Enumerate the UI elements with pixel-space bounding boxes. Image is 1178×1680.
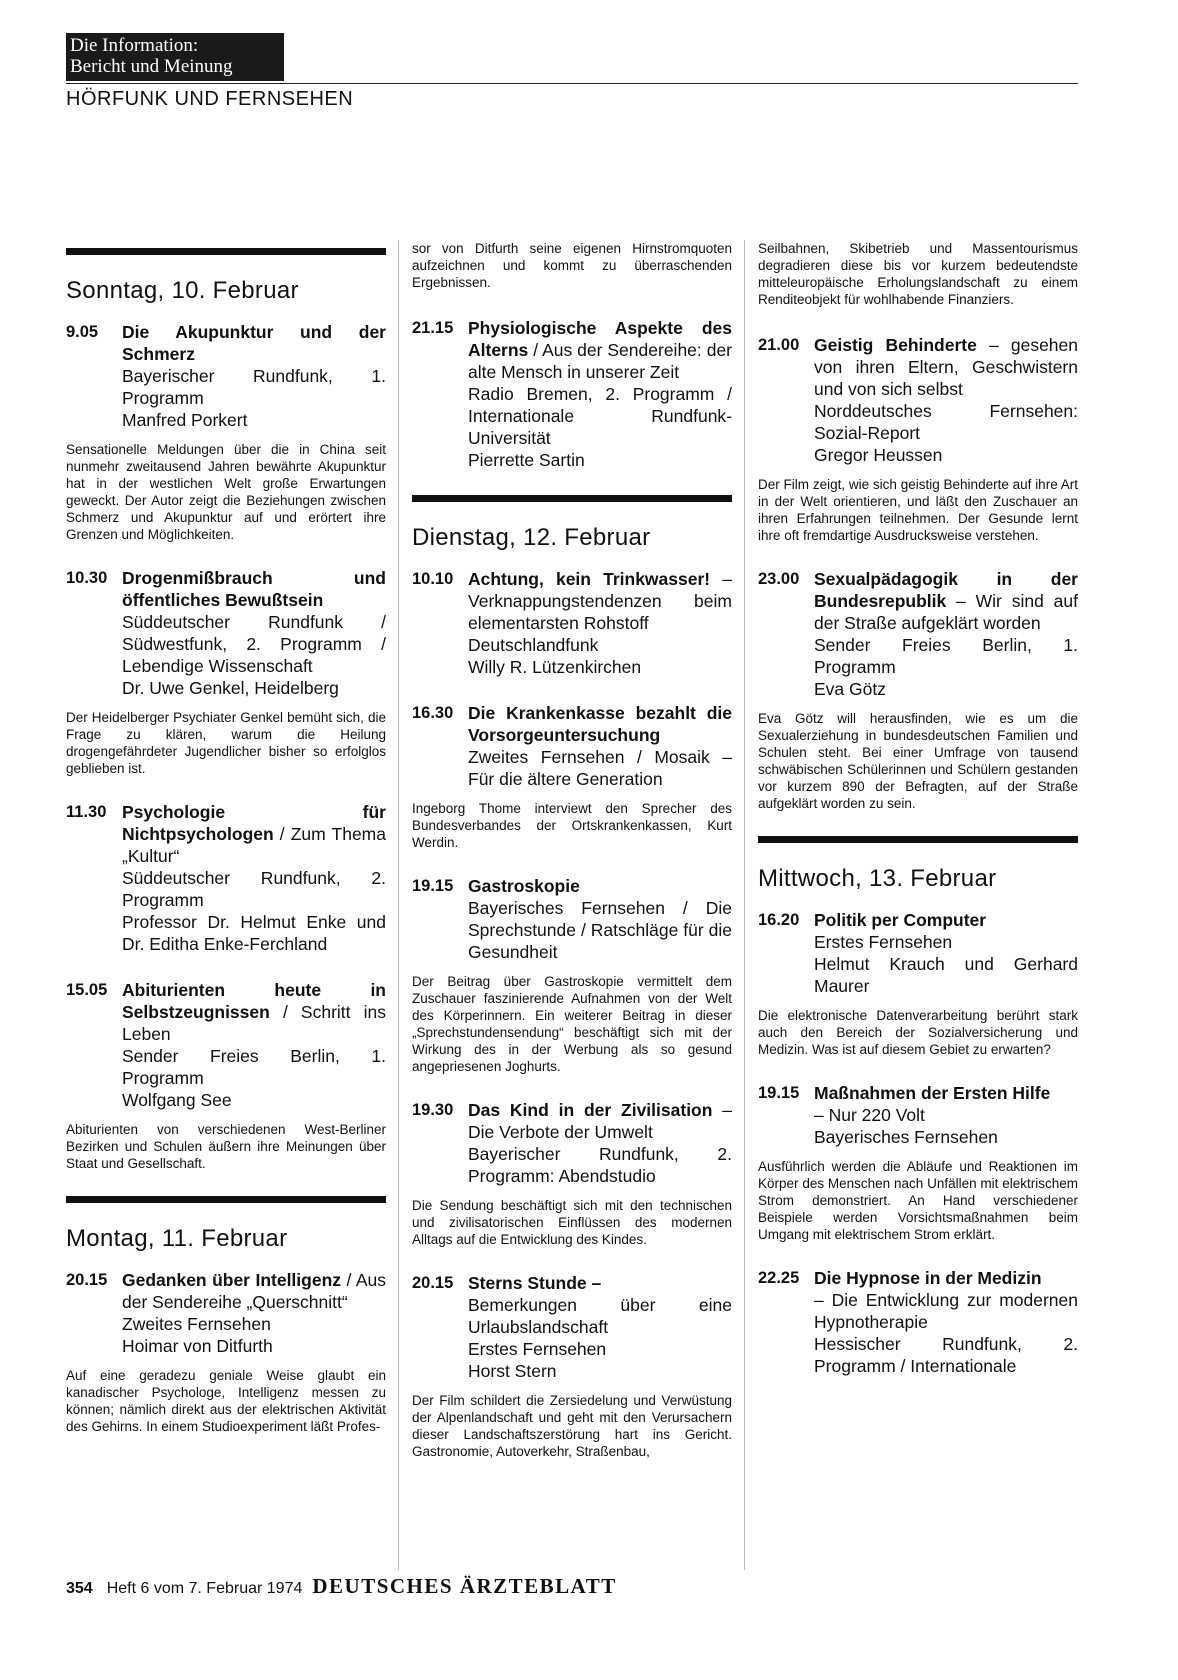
program-title: Die Krankenkasse bezahlt die Vorsorgeuntersuchung [468,703,732,745]
program-time: 19.30 [412,1101,454,1119]
program-info-line: Hoimar von Ditfurth [122,1336,273,1356]
program-time: 23.00 [758,570,800,588]
program-info-line: Dr. Uwe Genkel, Heidelberg [122,678,339,698]
program-info-line: Pierrette Sartin [468,450,585,470]
program-time: 16.20 [758,911,800,929]
program-info-line: Erstes Fernsehen [814,932,953,952]
program-info-line: Willy R. Lützenkirchen [468,657,642,677]
page-footer [66,1574,617,1599]
program-entry [412,702,732,790]
program-info-line: Hessischer Rundfunk, 2. Programm / Internationale [814,1334,1078,1376]
page-number: 354 [66,1580,93,1597]
program-info-line: – Die Entwicklung zur modernen Hypnotherapie [814,1290,1078,1332]
header-rule [66,83,1078,84]
program-heading [122,567,386,611]
program-heading [468,568,732,634]
day-divider-bar [66,1196,386,1203]
masthead [66,33,284,81]
program-info-line: – Nur 220 Volt [814,1105,925,1125]
program-title: Sterns Stunde – [468,1273,602,1293]
program-time: 16.30 [412,704,454,722]
program-heading [814,334,1078,400]
column-divider [744,240,745,1570]
program-title: Psychologie für Nichtpsychologen [122,802,386,844]
day-divider-bar [412,495,732,502]
program-entry [412,317,732,471]
program-time: 9.05 [66,323,99,341]
program-info-line: Bayerisches Fernsehen / Die Sprechstunde / Ratschläge für die Gesundheit [468,898,732,962]
program-description: Abiturienten von verschiedenen West-Berliner Bezirken und Schulen äußern ihre Meinungen über Staat und Gesellschaft. [66,1122,386,1171]
program-body [468,702,732,790]
program-entry [412,875,732,963]
program-info-line: Erstes Fernsehen [468,1339,607,1359]
program-info-line: Sender Freies Berlin, 1. Programm [814,635,1078,677]
program-info-line: Süddeutscher Rundfunk / Südwestfunk, 2. Programm / Lebendige Wissenschaft [122,612,386,676]
program-description: Der Heidelberger Psychiater Genkel bemüht sich, die Frage zu klären, warum die Heilung drogengefährdeter Jugendlicher bisher so erfolglos geblieben ist. [66,710,386,776]
program-heading [122,979,386,1045]
program-body [122,979,386,1111]
program-subtitle: / Zum Thema „Kultur“ [122,824,386,866]
program-description: Der Film zeigt, wie sich geistig Behinderte auf ihre Art in der Welt orientieren, und läßt den Zuschauer an ihren Erfahrungen teilnehmen. Der Gesunde lernt ihre oft fremdartige Ausdrucksweise verstehen. [758,477,1078,543]
program-time: 20.15 [66,1271,108,1289]
program-time: 10.10 [412,570,454,588]
program-info-line: Zweites Fernsehen [122,1314,271,1334]
program-title: Gastroskopie [468,876,580,896]
program-entry [66,567,386,699]
section-title: HÖRFUNK UND FERNSEHEN [66,88,354,110]
program-body [122,801,386,955]
program-info-line: Bayerischer Rundfunk, 1. Programm [122,366,386,408]
program-subtitle: / Schritt ins Leben [122,1002,386,1044]
day-divider-bar [66,248,386,255]
program-time: 11.30 [66,803,107,821]
program-heading [468,702,732,746]
program-title: Gedanken über Intelligenz [122,1270,342,1290]
program-entry [66,801,386,955]
program-info-line: Horst Stern [468,1361,557,1381]
program-body [468,1099,732,1187]
continued-text: sor von Ditfurth seine eigenen Hirnstromquoten aufzeichnen und kommt zu überraschenden Ergebnissen. [412,241,732,290]
program-heading [122,1269,386,1313]
program-title: Achtung, kein Trinkwasser! [468,569,711,589]
program-body [468,1272,732,1382]
masthead-line-1: Die Information: [70,35,199,56]
program-entry [758,1082,1078,1148]
day-heading: Montag, 11. Februar [66,1225,288,1252]
program-body [814,1082,1078,1148]
program-subtitle: – Die Verbote der Umwelt [468,1100,732,1142]
program-time: 20.15 [412,1274,454,1292]
program-body [122,1269,386,1357]
program-entry [412,568,732,678]
program-subtitle: – Verknappungstendenzen beim elementarsten Rohstoff [468,569,732,633]
column-1 [66,240,386,1459]
program-info-line: Süddeutscher Rundfunk, 2. Programm [122,868,386,910]
program-heading [468,317,732,383]
program-time: 21.15 [412,319,454,337]
journal-name: DEUTSCHES ÄRZTEBLATT [312,1574,617,1598]
program-time: 15.05 [66,981,108,999]
program-title: Sexualpädagogik in der Bundesrepublik [814,569,1078,611]
program-entry [412,1099,732,1187]
program-entry [66,979,386,1111]
program-subtitle: / Aus der Sendereihe „Querschnitt“ [122,1270,386,1312]
program-body [814,1267,1078,1377]
program-title: Die Hypnose in der Medizin [814,1268,1042,1288]
day-heading: Sonntag, 10. Februar [66,277,299,304]
program-title: Politik per Computer [814,910,987,930]
program-entry [758,1267,1078,1377]
program-body [814,568,1078,700]
program-description: Ingeborg Thome interviewt den Sprecher des Bundesverbandes der Ortskrankenkassen, Kurt Werdin. [412,801,732,850]
program-info-line: Helmut Krauch und Gerhard Maurer [814,954,1078,996]
program-subtitle: – gesehen von ihren Eltern, Geschwistern und von sich selbst [814,335,1078,399]
program-heading [468,875,732,897]
program-subtitle: – Wir sind auf der Straße aufgeklärt worden [814,591,1078,633]
program-time: 21.00 [758,336,800,354]
program-title: Die Akupunktur und der Schmerz [122,322,386,364]
program-description: Die elektronische Datenverarbeitung berührt stark auch den Bereich der Sozialversicherung und Medizin. Was ist auf diesem Gebiet zu erwarten? [758,1008,1078,1057]
program-body [468,568,732,678]
program-heading [814,568,1078,634]
program-entry [758,334,1078,466]
program-time: 22.25 [758,1269,800,1287]
column-divider [398,240,399,1570]
column-3 [758,240,1078,1401]
issue-info: Heft 6 vom 7. Februar 1974 [106,1580,303,1597]
continued-text: Seilbahnen, Skibetrieb und Massentourismus degradieren diese bis vor kurzem bedeutendste mitteleuropäische Erholungslandschaft zu einem Renditeobjekt für wohlhabende Finanziers. [758,241,1078,307]
program-info-line: Zweites Fernsehen / Mosaik – Für die ältere Generation [468,747,732,789]
program-entry [412,1272,732,1382]
program-description: Auf eine geradezu geniale Weise glaubt ein kanadischer Psychologe, Intelligenz messen zu können; nämlich direkt aus der elektrischen Aktivität des Gehirns. In einem Studioexperiment läßt Profes- [66,1368,386,1434]
program-description: Sensationelle Meldungen über die in China seit nunmehr zweitausend Jahren bewährte Akupunktur hat in der westlichen Welt große Erwartungen geweckt. Der Autor zeigt die Beziehungen zwischen Schmerz und Akupunktur auf und erörtert ihre Grenzen und Möglichkeiten. [66,442,386,542]
program-body [468,875,732,963]
day-divider-bar [758,836,1078,843]
program-time: 19.15 [758,1084,800,1102]
program-body [468,317,732,471]
program-body [122,567,386,699]
program-time: 19.15 [412,877,454,895]
program-description: Die Sendung beschäftigt sich mit den technischen und zivilisatorischen Einflüssen des modernen Alltags auf die Entwicklung des Kindes. [412,1198,732,1247]
program-description: Der Beitrag über Gastroskopie vermittelt dem Zuschauer faszinierende Aufnahmen von der Welt des Körperinnern. Ein weiterer Beitrag in dieser „Sprechstundensendung“ beschäftigt sich mit der Wirkung des in der Werbung als so gesund angepriesenen Joghurts. [412,974,732,1074]
program-body [122,321,386,431]
program-info-line: Deutschlandfunk [468,635,599,655]
program-info-line: Eva Götz [814,679,886,699]
program-description: Der Film schildert die Zersiedelung und Verwüstung der Alpenlandschaft und geht mit den Verursachern dieser Landschaftszerstörung hart ins Gericht. Gastronomie, Autoverkehr, Straßenbau, [412,1393,732,1459]
day-heading: Mittwoch, 13. Februar [758,865,997,892]
program-info-line: Bemerkungen über eine Urlaubslandschaft [468,1295,732,1337]
program-info-line: Professor Dr. Helmut Enke und Dr. Editha Enke-Ferchland [122,912,386,954]
program-info-line: Norddeutsches Fernsehen: Sozial-Report [814,401,1078,443]
program-title: Maßnahmen der Ersten Hilfe [814,1083,1051,1103]
program-heading [814,909,1078,931]
program-heading [814,1082,1078,1104]
program-heading [122,321,386,365]
program-entry [758,909,1078,997]
program-description: Ausführlich werden die Abläufe und Reaktionen im Körper des Menschen nach Unfällen mit elektrischem Strom demonstriert. An Hand verschiedener Beispiele werden Vorsichtsmaßnahmen beim Umgang mit elektrischem Strom erklärt. [758,1159,1078,1242]
program-title: Physiologische Aspekte des Alterns [468,318,732,360]
program-heading [468,1272,732,1294]
program-title: Abiturienten heute in Selbstzeugnissen [122,980,386,1022]
program-info-line: Gregor Heussen [814,445,943,465]
program-heading [814,1267,1078,1289]
program-entry [66,1269,386,1357]
day-heading: Dienstag, 12. Februar [412,524,651,551]
program-heading [122,801,386,867]
program-info-line: Radio Bremen, 2. Programm / Internationale Rundfunk-Universität [468,384,732,448]
program-heading [468,1099,732,1143]
program-info-line: Sender Freies Berlin, 1. Programm [122,1046,386,1088]
program-title: Das Kind in der Zivilisation [468,1100,713,1120]
program-title: Drogenmißbrauch und öffentliches Bewußtsein [122,568,386,610]
program-subtitle: / Aus der Sendereihe: der alte Mensch in unserer Zeit [468,340,732,382]
program-body [814,909,1078,997]
program-info-line: Wolfgang See [122,1090,232,1110]
column-2 [412,240,732,1484]
masthead-line-2: Bericht und Meinung [70,56,233,77]
program-info-line: Manfred Porkert [122,410,248,430]
program-info-line: Bayerischer Rundfunk, 2. Programm: Abendstudio [468,1144,732,1186]
program-title: Geistig Behinderte [814,335,977,355]
program-body [814,334,1078,466]
program-entry [66,321,386,431]
program-time: 10.30 [66,569,108,587]
program-description: Eva Götz will herausfinden, wie es um die Sexualerziehung in bundesdeutschen Familien und Schulen steht. Bei einer Umfrage von tausend schwäbischen Schülerinnen und Schülern gestanden vor kurzem 890 der Befragten, auf der Straße aufgeklärt worden zu sein. [758,711,1078,811]
program-entry [758,568,1078,700]
program-info-line: Bayerisches Fernsehen [814,1127,998,1147]
